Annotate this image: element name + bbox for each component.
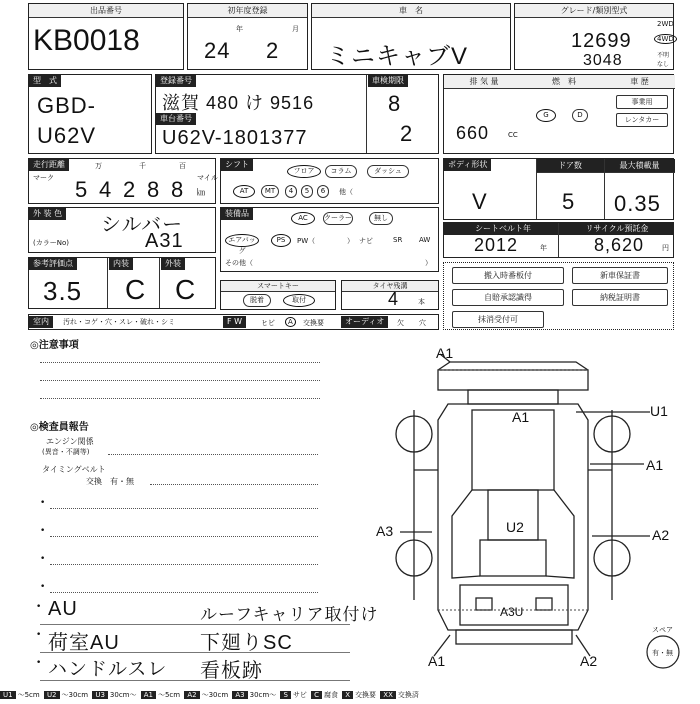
car-name-label: 車 名 xyxy=(312,4,510,18)
year-unit: 年 xyxy=(236,25,243,33)
audio-missing: 欠 xyxy=(397,319,404,327)
grade-value: 12699 xyxy=(571,30,632,52)
mileage-d4: 8 xyxy=(147,177,161,202)
note-line-3: ハンドルスレ xyxy=(48,659,168,680)
note-right-3: 看板跡 xyxy=(200,660,263,682)
trans-at: AT xyxy=(233,185,255,198)
exterior-label: 外装 xyxy=(161,258,185,270)
grade-label: グレード/類別型式 xyxy=(515,4,673,18)
engine-sub: (異音・不調等) xyxy=(42,448,90,456)
reg-value: 滋賀 480 け 9516 xyxy=(162,93,315,113)
engine-box xyxy=(443,74,674,154)
displacement-label: 排 気 量 xyxy=(444,75,524,89)
color-label: 外 装 色 xyxy=(29,208,66,220)
mark-hood: A1 xyxy=(512,409,530,425)
timing-sub: 交換 有・無 xyxy=(86,477,134,486)
fuel-d: D xyxy=(572,109,588,122)
mileage-box xyxy=(28,158,216,204)
equip-none: 無し xyxy=(369,212,393,225)
trans-mt: MT xyxy=(261,185,279,198)
equip-sr: SR xyxy=(393,236,403,244)
tire-label: タイヤ残溝 xyxy=(342,281,438,292)
shift-dash: ダッシュ xyxy=(367,165,409,178)
shift-box xyxy=(220,158,439,204)
tire-unit: 本 xyxy=(418,298,425,306)
body-label: ボディ形状 xyxy=(444,159,491,171)
color-value: シルバー xyxy=(101,214,184,236)
mark-roof-front: A1 xyxy=(436,345,454,361)
mileage-d1: 5 xyxy=(75,177,89,202)
legend-k3: A1 xyxy=(141,691,156,699)
shift-column: コラム xyxy=(325,165,357,178)
score-label: 参考評価点 xyxy=(29,258,77,270)
equip-pw: PW（ xyxy=(297,237,316,245)
inspection-year: 8 xyxy=(388,91,402,116)
room-options: 汚れ・コゲ・穴・スレ・破れ・シミ xyxy=(63,318,175,326)
mileage-d5: 8 xyxy=(171,177,185,202)
fuel-label: 燃 料 xyxy=(524,75,604,89)
score-box xyxy=(28,257,216,309)
doc-tax: 納税証明書 xyxy=(572,289,668,306)
first-reg-year: 24 xyxy=(204,38,231,63)
mileage-unit: ㎞ xyxy=(197,188,205,197)
condition-strip xyxy=(28,314,439,330)
mark-right-door: A1 xyxy=(646,457,664,473)
first-reg-month: 2 xyxy=(266,38,280,63)
mark-rear-left: A1 xyxy=(428,653,446,669)
legend-k1: U2 xyxy=(44,691,60,699)
trans-5: 5 xyxy=(301,185,313,198)
sen-label: 千 xyxy=(139,162,146,170)
color-no-label: (カラーNo) xyxy=(33,239,69,247)
interior-label: 内装 xyxy=(109,258,133,270)
equipment-label: 装備品 xyxy=(221,208,253,220)
mileage-label: 走行距離 xyxy=(29,159,69,171)
car-diagram xyxy=(376,340,690,670)
tire-count: 4 xyxy=(388,289,400,309)
tire-box xyxy=(341,280,439,310)
mark-tailgate: A3U xyxy=(500,605,524,619)
doors-label: ドア数 xyxy=(536,159,604,173)
inspector-title: ◎検査員報告 xyxy=(30,422,89,433)
notes-title: ◎注意事項 xyxy=(30,340,79,351)
model-label: 型 式 xyxy=(29,75,61,87)
equip-ps: PS xyxy=(271,234,291,247)
audio-label: オーディオ xyxy=(341,316,388,328)
body-value: V xyxy=(472,189,488,214)
equip-navi: ナビ xyxy=(359,237,373,245)
mark-left-rear: A3 xyxy=(376,523,394,539)
seatbelt-unit: 年 xyxy=(540,244,547,252)
legend-k7: C xyxy=(311,691,322,699)
body-box xyxy=(443,158,674,220)
doc-warranty: 新車保証書 xyxy=(572,267,668,284)
color-code: A31 xyxy=(145,230,184,252)
seatbelt-value: 2012 xyxy=(474,235,519,255)
seatbelt-box xyxy=(443,222,674,258)
car-name-box xyxy=(311,3,511,70)
shift-floor: フロア xyxy=(287,165,321,178)
fw-a: A xyxy=(285,317,296,327)
equip-ac: AC xyxy=(291,212,315,225)
smartkey-label: スマートキー xyxy=(221,281,335,292)
exterior-grade: C xyxy=(175,274,197,305)
spare-options: 有・無 xyxy=(652,649,673,657)
fw-crack: ヒビ xyxy=(261,319,275,327)
reg-label: 登録番号 xyxy=(156,75,196,87)
lot-label: 出品番号 xyxy=(29,4,183,18)
legend-k5: A3 xyxy=(232,691,247,699)
legend-k8: X xyxy=(342,691,353,699)
mark-label: マーク xyxy=(33,174,54,182)
seatbelt-label: シートベルト年 xyxy=(444,223,562,235)
engine-label: エンジン関係 xyxy=(46,437,94,446)
mileage-d3: 2 xyxy=(123,177,137,202)
chassis-value: U62V-1801377 xyxy=(162,127,308,149)
wd4: 4WD xyxy=(654,34,677,44)
reg-box xyxy=(155,74,439,154)
timing-label: タイミングベルト xyxy=(42,465,106,474)
doc-insurance: 自賠承認識得 xyxy=(452,289,564,306)
smartkey-box xyxy=(220,280,336,310)
equip-airbag: エアバッグ xyxy=(225,234,259,247)
model-value: GBD- U62V xyxy=(37,93,97,148)
legend-k2: U3 xyxy=(92,691,108,699)
month-unit: 月 xyxy=(292,25,299,33)
usage-business: 事業用 xyxy=(616,95,668,109)
legend-k4: A2 xyxy=(184,691,199,699)
equip-pw-close: ） xyxy=(347,237,354,245)
mark-right-rear: A2 xyxy=(652,527,670,543)
first-reg-box xyxy=(187,3,308,70)
damage-legend: U1 〜5cm U2 〜30cm U3 30cm〜 A1 〜5cm A2 〜30cm A3 30cm〜 S サビ C 腐食 X 交換要 XX 交換済 xyxy=(0,690,700,704)
max-load-value: 0.35 xyxy=(614,191,661,216)
legend-k9: XX xyxy=(380,691,396,699)
equip-cooler: クーラー xyxy=(323,212,353,225)
lot-box xyxy=(28,3,184,70)
fw-label: F W xyxy=(223,316,246,328)
inspection-label: 車検期限 xyxy=(368,75,408,87)
equip-other: その他（ xyxy=(225,259,253,267)
mileage-d2: 4 xyxy=(99,177,113,202)
chassis-label: 車台番号 xyxy=(156,113,196,125)
inspection-month: 2 xyxy=(400,121,414,146)
usage-label: 車 歴 xyxy=(604,75,675,89)
room-label: 室内 xyxy=(29,316,53,328)
note-line-1: AU xyxy=(48,598,78,620)
mark-rear-right: A2 xyxy=(580,653,598,669)
recycle-value: 8,620 xyxy=(594,235,645,255)
car-name: ミニキャブV xyxy=(326,43,469,70)
recycle-unit: 円 xyxy=(662,244,669,252)
mile-label: マイル xyxy=(197,174,218,182)
doc-plate: 搬入時番板付 xyxy=(452,267,564,284)
equipment-box: 装備品 AC クーラー 無し エアバッグ PS PW（ ） ナビ SR AW その他（ ） xyxy=(220,207,439,272)
score-value: 3.5 xyxy=(43,276,83,306)
doc-deregister: 抹消受付可 xyxy=(452,311,544,328)
lot-number: KB0018 xyxy=(33,24,140,57)
usage-rental: レンタカー xyxy=(616,113,668,127)
shift-label: シフト xyxy=(221,159,253,171)
hyaku-label: 百 xyxy=(179,162,186,170)
cc-unit: CC xyxy=(508,131,518,139)
smart-detach: 脱着 xyxy=(243,294,271,307)
fuel-g: G xyxy=(536,109,556,122)
mark-right-front: U1 xyxy=(650,403,668,419)
note-line-2: 荷室AU xyxy=(48,632,120,654)
legend-k6: S xyxy=(280,691,290,699)
interior-grade: C xyxy=(125,274,147,305)
smart-install: 取付 xyxy=(283,294,315,307)
color-box xyxy=(28,207,216,253)
recycle-label: リサイクル預託金 xyxy=(560,223,674,235)
equip-aw: AW xyxy=(419,236,431,244)
model-box xyxy=(28,74,152,154)
fw-replace: 交換要 xyxy=(303,319,324,327)
wd2: 2WD xyxy=(657,20,674,28)
grade-sub: 3048 xyxy=(583,52,623,69)
ma-label: 万 xyxy=(95,162,102,170)
trans-4: 4 xyxy=(285,185,297,198)
wd-none: 不明 なし xyxy=(657,52,670,68)
doors-value: 5 xyxy=(562,189,576,214)
audio-hole: 穴 xyxy=(419,319,426,327)
displacement-value: 660 xyxy=(456,123,490,143)
note-right-1: ルーフキャリア取付け xyxy=(200,605,379,624)
docs-box xyxy=(443,262,674,330)
spare-label: スペア xyxy=(652,626,673,634)
legend-k0: U1 xyxy=(0,691,16,699)
max-load-label: 最大積載量 xyxy=(604,159,675,173)
trans-other: 他（ xyxy=(339,188,353,196)
mark-cargo: U2 xyxy=(506,519,524,535)
first-reg-label: 初年度登録 xyxy=(188,4,307,18)
grade-box xyxy=(514,3,674,70)
note-right-2: 下廻りSC xyxy=(200,632,293,654)
trans-6: 6 xyxy=(317,185,329,198)
